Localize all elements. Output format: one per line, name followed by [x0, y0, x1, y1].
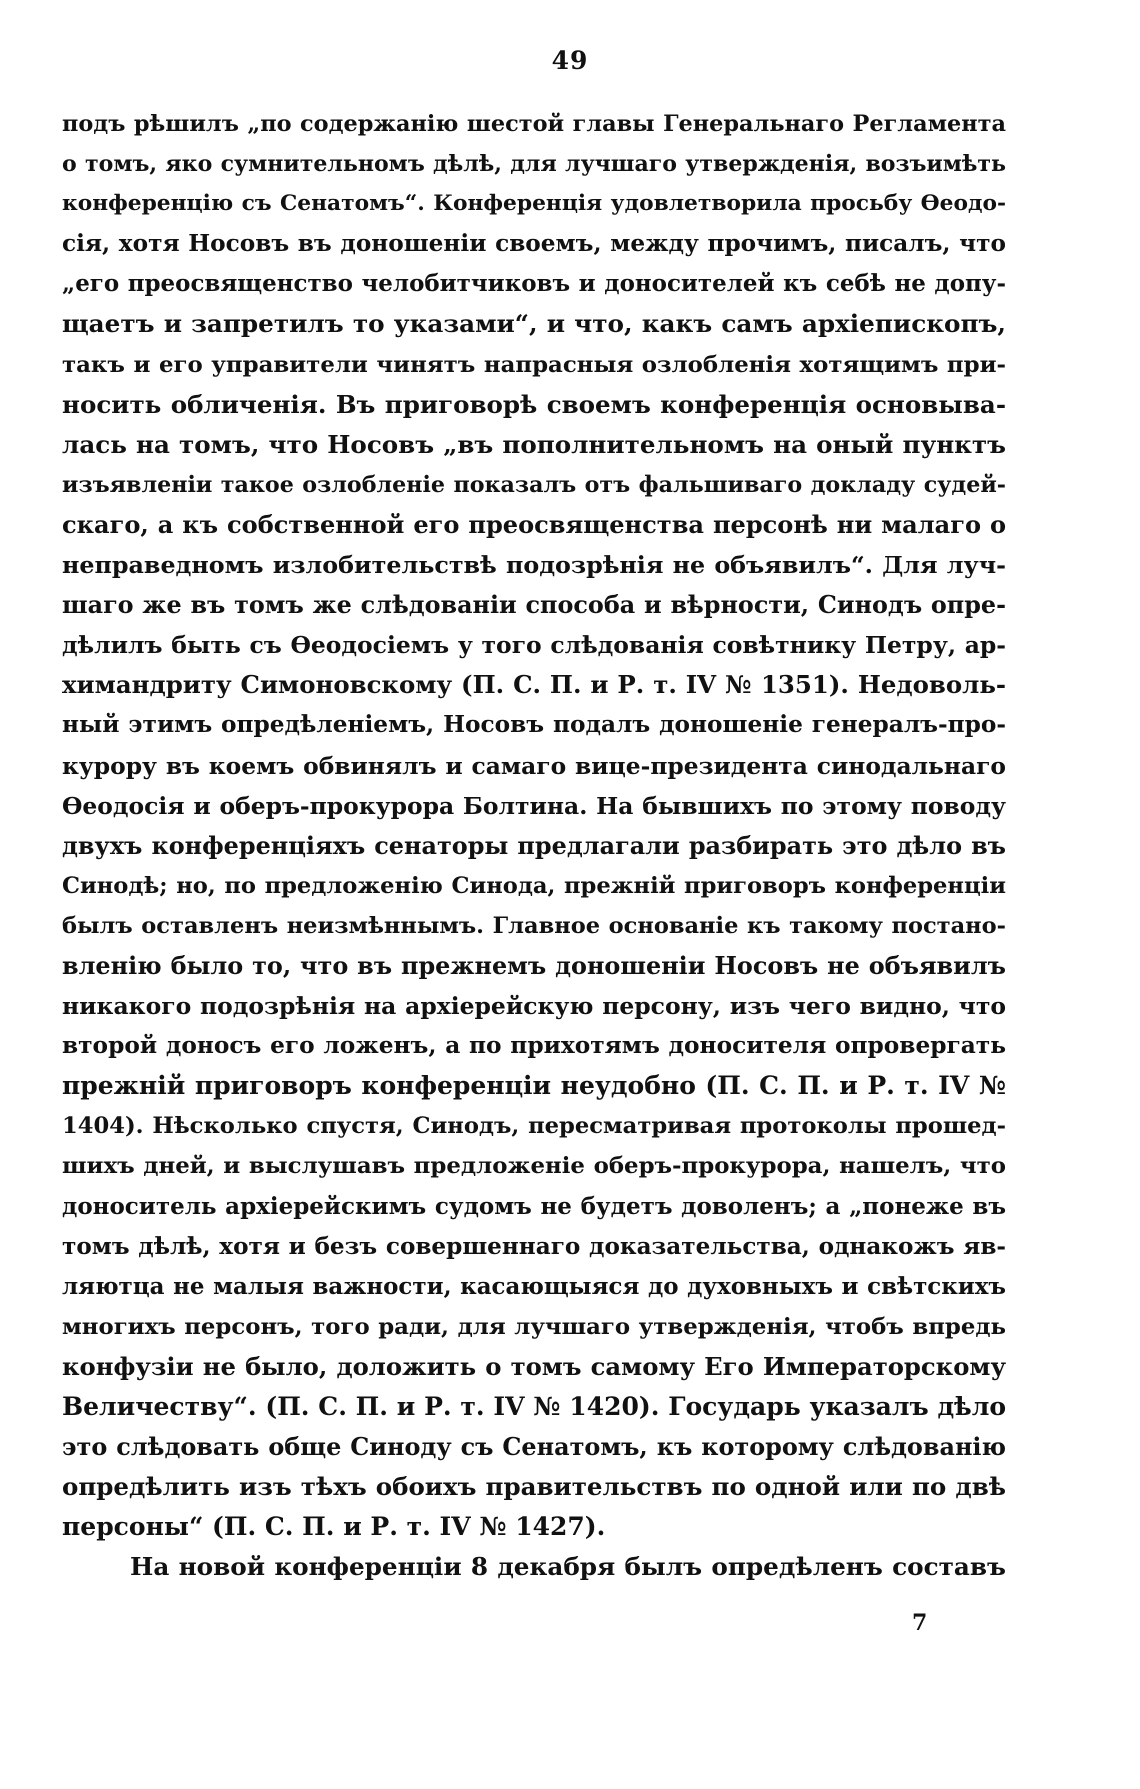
text-line: второй доносъ его ложенъ, а по прихотямъ доносителя опровергать: [62, 1032, 1006, 1060]
page-number: 49: [551, 46, 589, 75]
text-line: о томъ, яко сумнительномъ дѣлѣ, для лучшаго утвержденія, возъимѣть: [62, 151, 1006, 178]
signature-mark: 7: [912, 1610, 928, 1636]
text-line: изъявленіи такое озлобленіе показалъ отъ фальшиваго докладу судей-: [62, 471, 1006, 498]
text-line: такъ и его управители чинятъ напрасныя озлобленія хотящимъ при-: [62, 351, 1006, 378]
text-line: курору въ коемъ обвинялъ и самаго вице-президента синодальнаго: [62, 751, 1006, 780]
text-line: подъ рѣшилъ „по содержанію шестой главы Генеральнаго Регламента: [62, 111, 1006, 137]
text-line: прежній приговоръ конференціи неудобно (П. С. П. и Р. т. IV №: [62, 1071, 1006, 1101]
paragraph-end-line: персоны“ (П. С. П. и Р. т. IV № 1427).: [62, 1512, 606, 1542]
text-line: сія, хотя Носовъ въ доношеніи своемъ, между прочимъ, писалъ, что: [62, 230, 1006, 258]
body-text: [62, 104, 1006, 1587]
paragraph-start-line: На новой конференціи 8 декабря былъ опредѣленъ составъ: [130, 1552, 1006, 1582]
text-line: конференцію съ Сенатомъ“. Конференція удовлетворила просьбу Ѳеодо-: [62, 191, 1006, 217]
text-line: многихъ персонъ, того ради, для лучшаго утвержденія, чтобъ впредь: [62, 1313, 1006, 1340]
text-line: „его преосвященство челобитчиковъ и доносителей къ себѣ не допу-: [62, 270, 1006, 298]
text-line: Ѳеодосія и оберъ-прокурора Болтина. На бывшихъ по этому поводу: [62, 791, 1006, 820]
text-line: шаго же въ томъ же слѣдованіи способа и вѣрности, Синодъ опре-: [62, 591, 1006, 620]
text-line: это слѣдовать обще Синоду съ Сенатомъ, къ которому слѣдованію: [62, 1433, 1006, 1462]
text-line: Величеству“. (П. С. П. и Р. т. IV № 1420). Государь указалъ дѣло: [62, 1392, 1006, 1421]
text-line: былъ оставленъ неизмѣннымъ. Главное основаніе къ такому постано-: [62, 912, 1006, 939]
text-line: никакого подозрѣнія на архіерейскую персону, изъ чего видно, что: [62, 992, 1006, 1021]
text-line: лась на томъ, что Носовъ „въ пополнительномъ на оный пунктъ: [62, 429, 1006, 459]
text-line: конфузіи не было, доложить о томъ самому Его Императорскому: [62, 1351, 1006, 1381]
text-line: химандриту Симоновскому (П. С. П. и Р. т. IV № 1351). Недоволь-: [62, 670, 1006, 700]
text-line: щаетъ и запретилъ то указами“, и что, какъ самъ архіепископъ,: [62, 309, 1006, 339]
text-line: скаго, а къ собственной его преосвященства персонѣ ни малаго о: [62, 509, 1006, 539]
text-line: дѣлилъ быть съ Ѳеодосіемъ у того слѣдованія совѣтнику Петру, ар-: [62, 631, 1006, 660]
text-line: вленію было то, что въ прежнемъ доношеніи Носовъ не объявилъ: [62, 951, 1006, 980]
text-line: томъ дѣлѣ, хотя и безъ совершеннаго доказательства, однакожъ яв-: [62, 1232, 1006, 1260]
text-line: ный этимъ опредѣленіемъ, Носовъ подалъ доношеніе генералъ-про-: [62, 711, 1006, 739]
text-line: Синодѣ; но, по предложенію Синода, прежній приговоръ конференціи: [62, 872, 1006, 899]
text-line: 1404). Нѣсколько спустя, Синодъ, пересматривая протоколы прошед-: [62, 1113, 1006, 1140]
text-line: доноситель архіерейскимъ судомъ не будетъ доволенъ; а „понеже въ: [62, 1192, 1006, 1220]
text-line: неправедномъ излобительствѣ подозрѣнія не объявилъ“. Для луч-: [62, 551, 1006, 580]
text-line: двухъ конференціяхъ сенаторы предлагали разбирать это дѣло въ: [62, 831, 1006, 860]
text-line: шихъ дней, и выслушавъ предложеніе оберъ-прокурора, нашелъ, что: [62, 1153, 1006, 1180]
text-line: носить обличенія. Въ приговорѣ своемъ конференція основыва-: [62, 389, 1006, 419]
text-line: ляютца не малыя важности, касающыяся до духовныхъ и свѣтскихъ: [62, 1272, 1006, 1300]
text-line: опредѣлить изъ тѣхъ обоихъ правительствъ по одной или по двѣ: [62, 1472, 1006, 1502]
